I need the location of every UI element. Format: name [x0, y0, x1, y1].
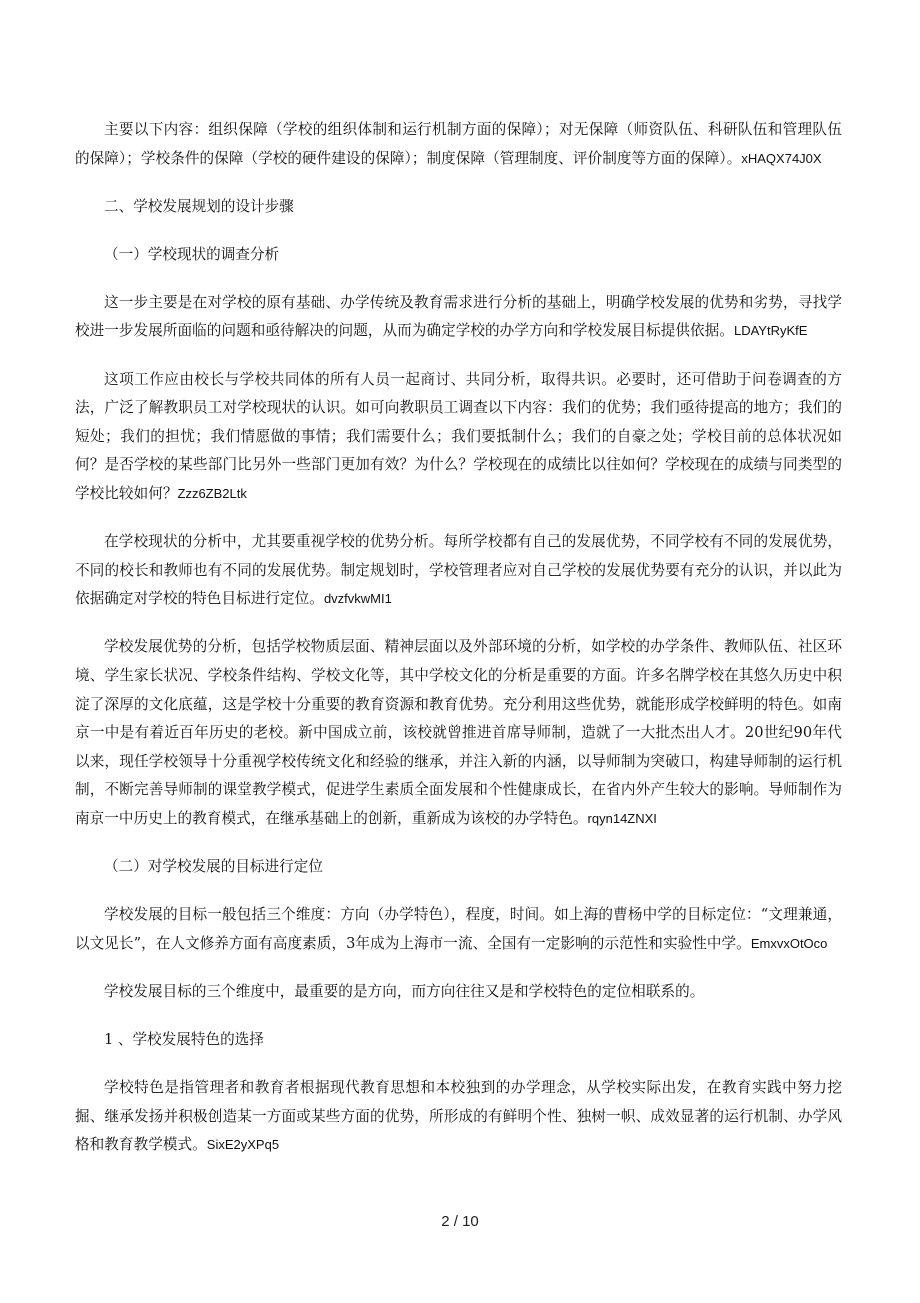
section-heading [75, 193, 842, 222]
section-heading [75, 241, 842, 270]
paragraph-text: 学校发展目标的三个维度中，最重要的是方向，而方向往往又是和学校特色的定位相联系的。 [104, 982, 705, 1000]
body-paragraph [75, 116, 842, 173]
document-body [75, 116, 842, 1179]
section-heading [75, 853, 842, 882]
body-paragraph [75, 289, 842, 346]
paragraph-text: 1 、学校发展特色的选择 [104, 1030, 264, 1048]
paragraph-code: rqyn14ZNXI [587, 810, 657, 826]
body-paragraph [75, 1074, 842, 1160]
paragraph-text: 在学校现状的分析中，尤其要重视学校的优势分析。每所学校都有自己的发展优势，不同学校有不同的发展优势，不同的校长和教师也有不同的发展优势。制定规划时，学校管理者应对自己学校的发展优势要有充分的认识，并以此为依据确定对学校的特色目标进行定位。 [75, 533, 842, 608]
paragraph-code: SixE2yXPq5 [206, 1137, 280, 1153]
paragraph-code: EmxvxOtOco [750, 935, 828, 951]
paragraph-text: 这项工作应由校长与学校共同体的所有人员一起商讨、共同分析，取得共识。必要时，还可借助于问卷调查的方法，广泛了解教职员工对学校现状的认识。如可向教职员工调查以下内容：我们的优势；我们亟待提高的地方；我们的短处；我们的担忧；我们情愿做的事情；我们需要什么；我们要抵制什么；我们的自豪之处；学校目前的总体状况如何？是否学校的某些部门比另外一些部门更加有效？为什么？学校现在的成绩比以往如何？学校现在的成绩与同类型的学校比较如何？ [75, 370, 842, 502]
paragraph-code: dvzfvkwMI1 [323, 591, 392, 607]
paragraph-text: 学校发展的目标一般包括三个维度：方向（办学特色），程度，时间。如上海的曹杨中学的目标定位：“文理兼通，以文见长”，在人文修养方面有高度素质，3年成为上海市一流、全国有一定影响的示范性和实验性中学。 [75, 906, 842, 952]
paragraph-text: （二）对学校发展的目标进行定位 [104, 857, 323, 875]
body-paragraph [75, 901, 842, 958]
paragraph-code: xHAQX74J0X [741, 150, 822, 166]
body-paragraph [75, 633, 842, 833]
paragraph-text: 主要以下内容：组织保障（学校的组织体制和运行机制方面的保障）；对无保障（师资队伍、科研队伍和管理队伍的保障）；学校条件的保障（学校的硬件建设的保障）；制度保障（管理制度、评价制度等方面的保障）。 [75, 121, 842, 167]
paragraph-text: 学校特色是指管理者和教育者根据现代教育思想和本校独到的办学理念，从学校实际出发，在教育实践中努力挖掘、继承发扬并积极创造某一方面或某些方面的优势，所形成的有鲜明个性、独树一帜、成效显著的运行机制、办学风格和教育教学模式。 [75, 1078, 842, 1154]
section-heading [75, 1026, 842, 1055]
paragraph-text: 二、学校发展规划的设计步骤 [104, 197, 294, 215]
body-paragraph [75, 528, 842, 614]
body-paragraph [75, 366, 842, 509]
paragraph-text: 学校发展优势的分析，包括学校物质层面、精神层面以及外部环境的分析，如学校的办学条件、教师队伍、社区环境、学生家长状况、学校条件结构、学校文化等，其中学校文化的分析是重要的方面。许多名牌学校在其悠久历史中积淀了深厚的文化底蕴，这是学校十分重要的教育资源和教育优势。充分利用这些优势，就能形成学校鲜明的特色。如南京一中是有着近百年历史的老校。新中国成立前，该校就曾推进首席导师制，造就了一大批杰出人才。20世纪90年代以来，现任学校领导十分重视学校传统文化和经验的继承，并注入新的内涵，以导师制为突破口，构建导师制的运行机制，不断完善导师制的课堂教学模式，促进学生素质全面发展和个性健康成长，在省内外产生较大的影响。导师制作为南京一中历史上的教育模式，在继承基础上的创新，重新成为该校的办学特色。 [75, 638, 842, 827]
paragraph-code: LDAYtRyKfE [733, 323, 808, 339]
paragraph-text: （一）学校现状的调查分析 [104, 245, 280, 263]
paragraph-code: Zzz6ZB2Ltk [177, 485, 247, 501]
page-number: 2 / 10 [441, 1213, 479, 1230]
paragraph-text: 这一步主要是在对学校的原有基础、办学传统及教育需求进行分析的基础上，明确学校发展的优势和劣势，寻找学校进一步发展所面临的问题和亟待解决的问题，从而为确定学校的办学方向和学校发展目标提供依据。 [75, 293, 842, 340]
body-paragraph [75, 978, 842, 1007]
